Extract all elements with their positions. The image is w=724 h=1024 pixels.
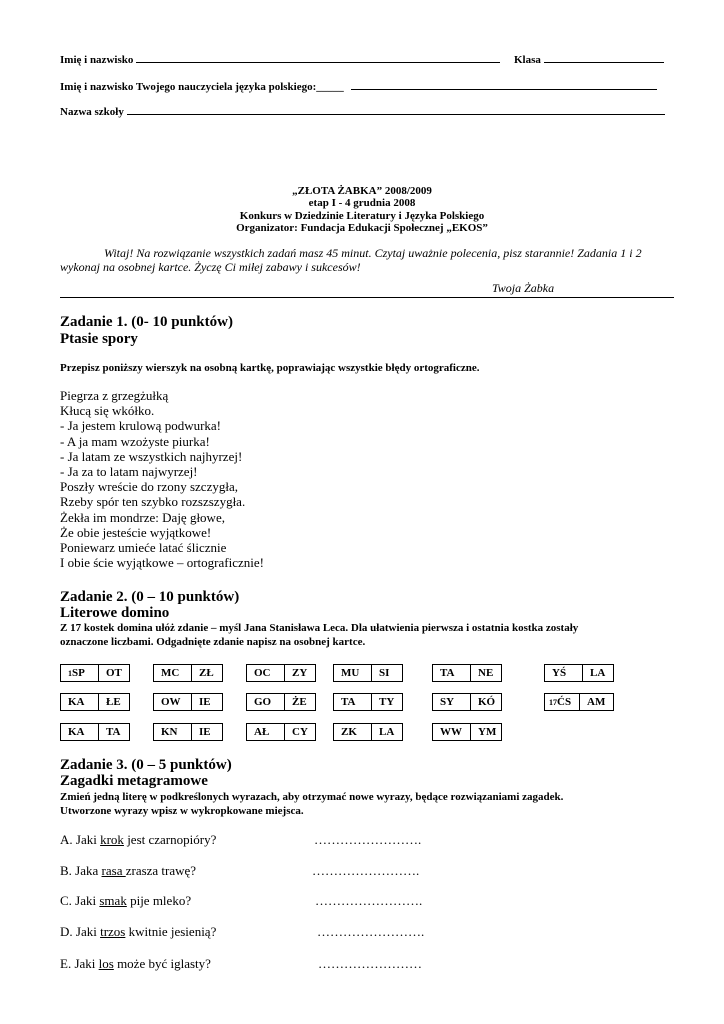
tile-left: TA xyxy=(334,694,372,710)
tile-right: SI xyxy=(379,667,390,679)
tile-left: KA xyxy=(61,724,99,740)
answer-blank-d[interactable]: ……………………. xyxy=(317,924,425,939)
divider-line xyxy=(60,297,674,298)
tile-left: GO xyxy=(247,694,285,710)
riddle-a: A. Jaki krok jest czarnopióry? xyxy=(60,832,217,847)
signature: Twoja Żabka xyxy=(492,281,555,295)
domino-tile xyxy=(432,693,502,711)
task1-subtitle: Ptasie spory xyxy=(60,331,138,347)
tile-left: KA xyxy=(61,694,99,710)
domino-tile xyxy=(60,664,130,682)
intro-line-2: wykonaj na osobnej kartce. Życzę Ci miłej zabawy i sukcesów! xyxy=(60,260,361,274)
domino-tile xyxy=(432,664,502,682)
tile-right: NE xyxy=(478,667,494,679)
class-field-row xyxy=(514,52,664,66)
domino-tile xyxy=(544,664,614,682)
poem-line: Że obie jesteście wyjątkowe! xyxy=(60,524,212,540)
school-input-line[interactable] xyxy=(127,104,665,115)
domino-tile xyxy=(60,693,130,711)
contest-stage: etap I - 4 grudnia 2008 xyxy=(308,197,416,209)
tile-right: OT xyxy=(106,667,122,679)
task3-instruction-1: Zmień jedną literę w podkreślonych wyrazach, aby otrzymać nowe wyrazy, będące rozwiązaniami zagadek. xyxy=(60,791,564,803)
riddle-d: D. Jaki trzos kwitnie jesienią? xyxy=(60,924,217,939)
task2-instruction-1: Z 17 kostek domina ułóż zdanie – myśl Jana Stanisława Leca. Dla ułatwienia pierwsza i ostatnia kostka zostały xyxy=(60,622,579,634)
domino-tile xyxy=(246,693,316,711)
poem-line: - Ja za to latam najwyrzej! xyxy=(60,464,198,480)
underlined-word: los xyxy=(98,956,114,971)
poem-line: Żekła im mondrze: Daję głowe, xyxy=(60,509,225,525)
task1-heading: Zadanie 1. (0- 10 punktów) xyxy=(60,314,233,330)
teacher-label: Imię i nazwisko Twojego nauczyciela języka polskiego:_____ xyxy=(60,81,344,93)
tile-right: ŁE xyxy=(106,696,121,708)
riddle-e: E. Jaki los może być iglasty? xyxy=(60,956,211,971)
tile-right: TY xyxy=(379,696,395,708)
tile-left: ĆS xyxy=(557,696,572,708)
tile-right: LA xyxy=(379,726,395,738)
domino-tile xyxy=(246,723,316,741)
intro-line-1: Witaj! Na rozwiązanie wszystkich zadań masz 45 minut. Czytaj uważnie polecenia, pisz starannie! Zadania 1 i 2 xyxy=(104,246,642,260)
underlined-word: krok xyxy=(100,832,124,847)
task2-instruction-2: oznaczone liczbami. Odgadnięte zdanie napisz na osobnej kartce. xyxy=(60,636,366,648)
domino-tile xyxy=(153,723,223,741)
teacher-field-row xyxy=(60,79,657,93)
tile-number: 17 xyxy=(549,697,557,707)
poem-line: Kłucą się wkółko. xyxy=(60,403,155,419)
answer-blank-b[interactable]: ……………………. xyxy=(312,863,420,878)
tile-right: LA xyxy=(590,667,606,679)
poem-line: - Ja latam ze wszystkich najhyrzej! xyxy=(60,448,243,464)
task2-subtitle: Literowe domino xyxy=(60,605,170,621)
poem-line: - Ja jestem krulową podwurka! xyxy=(60,418,222,434)
tile-left: SP xyxy=(72,667,85,679)
tile-right: IE xyxy=(199,726,211,738)
domino-tile xyxy=(153,693,223,711)
tile-right: KÓ xyxy=(478,696,496,708)
contest-name: Konkurs w Dziedzinie Literatury i Języka Polskiego xyxy=(239,210,485,222)
domino-tile xyxy=(153,664,223,682)
contest-organizer: Organizator: Fundacja Edukacji Społecznej „EKOS” xyxy=(236,222,488,234)
tile-right: IE xyxy=(199,696,211,708)
tile-right: ZY xyxy=(292,667,308,679)
poem-line: I obie ście wyjątkowe – ortograficznie! xyxy=(60,555,264,571)
poem-line: Poszły wreście do rzony szczygła, xyxy=(60,479,238,495)
answer-blank-c[interactable]: ……………………. xyxy=(315,893,423,908)
domino-tile xyxy=(333,723,403,741)
tile-left: AŁ xyxy=(247,724,285,740)
tile-left: YŚ xyxy=(545,665,583,681)
task1-poem xyxy=(60,388,264,570)
school-label: Nazwa szkoły xyxy=(60,106,124,118)
domino-tile xyxy=(544,693,614,711)
domino-tile xyxy=(333,664,403,682)
underlined-word: rasa xyxy=(101,863,126,878)
poem-line: Rzeby spór ten szybko rozszszygła. xyxy=(60,494,246,510)
domino-tile xyxy=(246,664,316,682)
tile-number: 1 xyxy=(68,668,72,678)
school-field-row xyxy=(60,104,665,118)
class-label: Klasa xyxy=(514,54,541,66)
teacher-input-line[interactable] xyxy=(351,79,657,90)
tile-left: KN xyxy=(154,724,192,740)
task3-subtitle: Zagadki metagramowe xyxy=(60,773,208,789)
tile-right: ŻE xyxy=(292,696,307,708)
class-input-line[interactable] xyxy=(544,52,664,63)
tile-left: WW xyxy=(433,724,471,740)
contest-title: „ZŁOTA ŻABKA” 2008/2009 xyxy=(292,185,432,197)
riddle-c: C. Jaki smak pije mleko? xyxy=(60,893,192,908)
task3-heading: Zadanie 3. (0 – 5 punktów) xyxy=(60,757,232,773)
underlined-word: trzos xyxy=(100,924,126,939)
task1-instruction: Przepisz poniższy wierszyk na osobną kartkę, poprawiając wszystkie błędy ortograficzne. xyxy=(60,362,480,374)
poem-line: - A ja mam wzożyste piurka! xyxy=(60,433,210,449)
tile-left: MU xyxy=(334,665,372,681)
tile-right: TA xyxy=(106,726,121,738)
answer-blank-a[interactable]: ……………………. xyxy=(314,832,422,847)
tile-left: TA xyxy=(433,665,471,681)
tile-right: ZŁ xyxy=(199,667,214,679)
tile-left: MC xyxy=(154,665,192,681)
tile-right: YM xyxy=(478,726,497,738)
tile-left: ZK xyxy=(334,724,372,740)
task3-instruction-2: Utworzone wyrazy wpisz w wykropkowane miejsca. xyxy=(60,805,304,817)
tile-left: SY xyxy=(433,694,471,710)
domino-tile xyxy=(60,723,130,741)
tile-right: CY xyxy=(292,726,308,738)
name-field-row xyxy=(60,52,500,66)
domino-tile xyxy=(432,723,502,741)
task2-heading: Zadanie 2. (0 – 10 punktów) xyxy=(60,589,240,605)
riddle-b: B. Jaka rasa zrasza trawę? xyxy=(60,863,197,878)
tile-left: OW xyxy=(154,694,192,710)
tile-right: AM xyxy=(587,696,606,708)
underlined-word: smak xyxy=(99,893,127,908)
poem-line: Poniewarz umieće latać ślicznie xyxy=(60,540,227,556)
name-label: Imię i nazwisko xyxy=(60,54,134,66)
answer-blank-e[interactable]: …………………… xyxy=(318,956,422,971)
name-input-line[interactable] xyxy=(136,52,500,63)
domino-tile xyxy=(333,693,403,711)
poem-line: Piegrza z grzegżułką xyxy=(60,388,169,403)
tile-left: OC xyxy=(247,665,285,681)
